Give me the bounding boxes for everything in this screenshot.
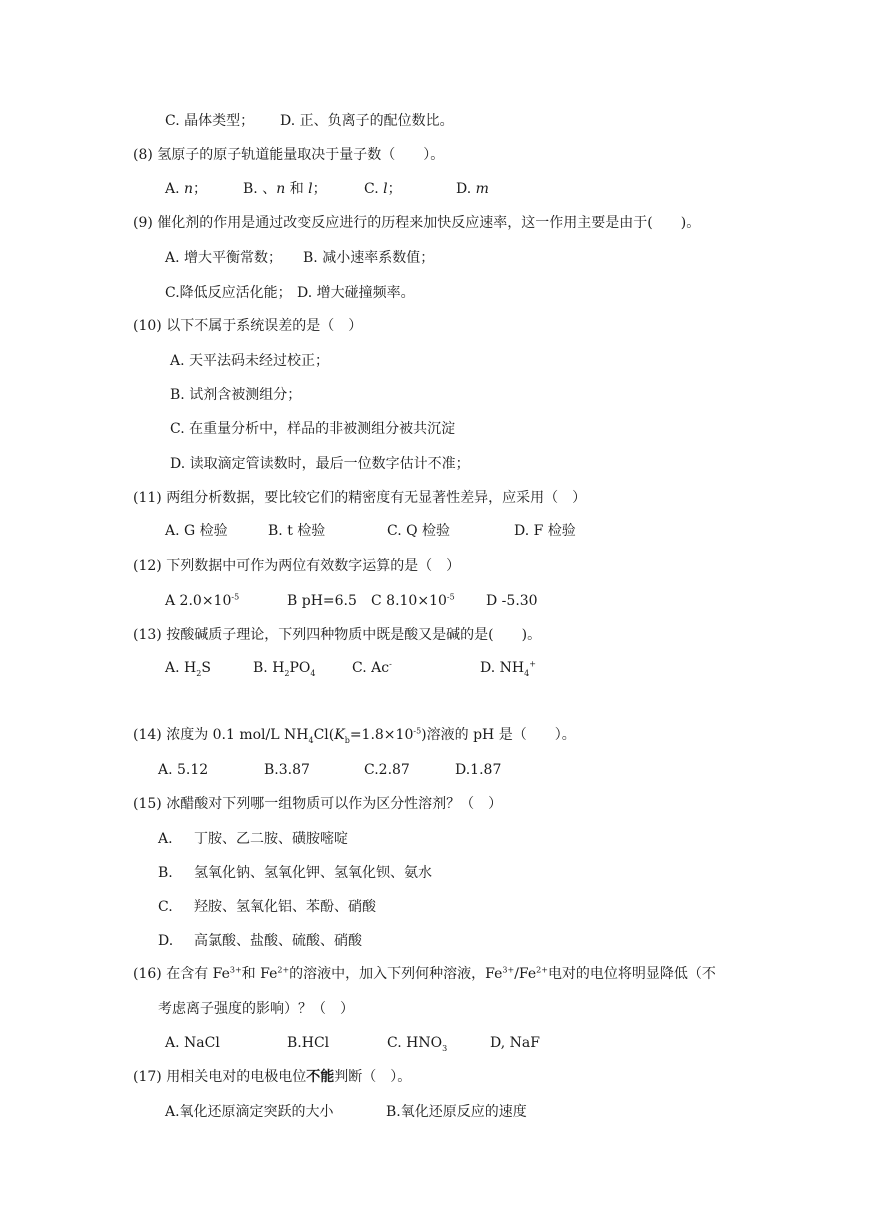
q11-option-b: B. t 检验 [268, 523, 326, 539]
q7-options-line [165, 111, 454, 131]
q11-option-d: D. F 检验 [514, 523, 576, 539]
q11-option-c: C. Q 检验 [387, 523, 451, 539]
q8-option-c: C. l； [364, 181, 402, 197]
q17-option-a: A.氧化还原滴定突跃的大小 [165, 1104, 334, 1120]
q15-option-d: D. 高氯酸、盐酸、硫酸、硝酸 [158, 933, 362, 949]
q9-option-c: C.降低反应活化能； [165, 285, 292, 301]
q16-question-line-1: (16) 在含有 $Fe^{3+}$和 $Fe^{2+}$的溶液中，加入下列何种溶液，$Fe^{3+}/Fe^{2+}$电对的电位将明显降低（不 [133, 965, 716, 982]
q10-question: (10) 以下不属于系统误差的是（ ） [133, 318, 363, 334]
q11-option-a: A. G 检验 [165, 523, 228, 539]
q11-question: (11) 两组分析数据，要比较它们的精密度有无显著性差异，应采用（ ） [133, 490, 587, 506]
q17-option-b: B.氧化还原反应的速度 [386, 1104, 527, 1120]
q13-option-b: B. $H_2PO_4$ [253, 660, 316, 678]
q14-option-a: A. 5.12 [158, 762, 209, 778]
q10-option-b: B. 试剂含被测组分； [170, 387, 302, 403]
q9-options-line-1 [165, 248, 435, 268]
q7-option-c: C. 晶体类型； [165, 113, 255, 129]
q17-emphasis: 不能 [306, 1069, 335, 1085]
q14-option-b: B.3.87 [264, 762, 310, 778]
q16-option-d: D, NaF [490, 1035, 540, 1051]
q9-question: (9) 催化剂的作用是通过改变反应进行的历程来加快反应速率，这一作用主要是由于( )。 [133, 215, 701, 231]
q16-question-line-2: 考虑离子强度的影响）？（ ） [158, 1001, 354, 1017]
q10-option-d: D. 读取滴定管读数时，最后一位数字估计不准； [170, 456, 470, 472]
q9-option-a: A. 增大平衡常数； [165, 250, 283, 266]
q15-option-b: B. 氢氧化钠、氢氧化钾、氢氧化钡、氨水 [158, 865, 432, 881]
q14-option-d: D.1.87 [455, 762, 502, 778]
q16-options-line [165, 1033, 540, 1053]
q16-option-a: A. NaCl [165, 1035, 220, 1051]
q15-option-a: A. 丁胺、乙二胺、磺胺嘧啶 [158, 831, 348, 847]
q13-option-a: A. $H_2S$ [165, 660, 211, 678]
q12-option-d: D -5.30 [486, 593, 538, 609]
q8-option-d: D. m [456, 181, 489, 197]
q15-option-c: C. 羟胺、氢氧化铝、苯酚、硝酸 [158, 899, 376, 915]
q12-option-a: A $2.0\times 10^{-5}$ [165, 592, 240, 609]
q8-option-a: A. n； [165, 181, 208, 197]
q9-option-d: D. 增大碰撞频率。 [297, 285, 415, 301]
q17-question: (17) 用相关电对的电极电位不能判断（ ）。 [133, 1069, 412, 1085]
q16-option-b: B.HCl [287, 1035, 330, 1051]
q16-option-c: C. $HNO_3$ [387, 1035, 448, 1053]
q15-question: (15) 冰醋酸对下列哪一组物质可以作为区分性溶剂？（ ） [133, 796, 503, 812]
q8-question: (8) 氢原子的原子轨道能量取决于量子数（ ）。 [133, 147, 445, 163]
q14-option-c: C.2.87 [364, 762, 410, 778]
q13-option-d: D. $NH_4^+$ [480, 659, 536, 678]
q13-option-c: C. Ac- [352, 659, 392, 676]
q8-options-line [165, 179, 489, 199]
q10-option-c: C. 在重量分析中，样品的非被测组分被共沉淀 [170, 421, 456, 437]
q13-options-line [165, 658, 536, 678]
q13-question: (13) 按酸碱质子理论，下列四种物质中既是酸又是碱的是( )。 [133, 627, 542, 643]
q12-option-b: B pH=6.5 [287, 593, 357, 609]
q10-option-a: A. 天平法码未经过校正； [170, 353, 330, 369]
q12-option-c: C $8.10\times 10^{-5}$ [371, 592, 455, 609]
q9-option-b: B. 减小速率系数值； [303, 250, 435, 266]
q8-option-b: B. 、n 和 l； [243, 181, 327, 197]
q14-question: (14) 浓度为 0.1 mol/L $NH_4Cl(K_b=1.8\times 10^{-5})$溶液的 pH 是（ ）。 [133, 726, 576, 745]
q11-options-line [165, 521, 576, 541]
q9-options-line-2 [165, 283, 415, 303]
q17-options-line [165, 1102, 527, 1122]
q7-option-d: D. 正、负离子的配位数比。 [280, 113, 454, 129]
q12-options-line [165, 591, 538, 611]
q12-question: (12) 下列数据中可作为两位有效数字运算的是（ ） [133, 558, 461, 574]
q14-options-line [158, 760, 502, 780]
